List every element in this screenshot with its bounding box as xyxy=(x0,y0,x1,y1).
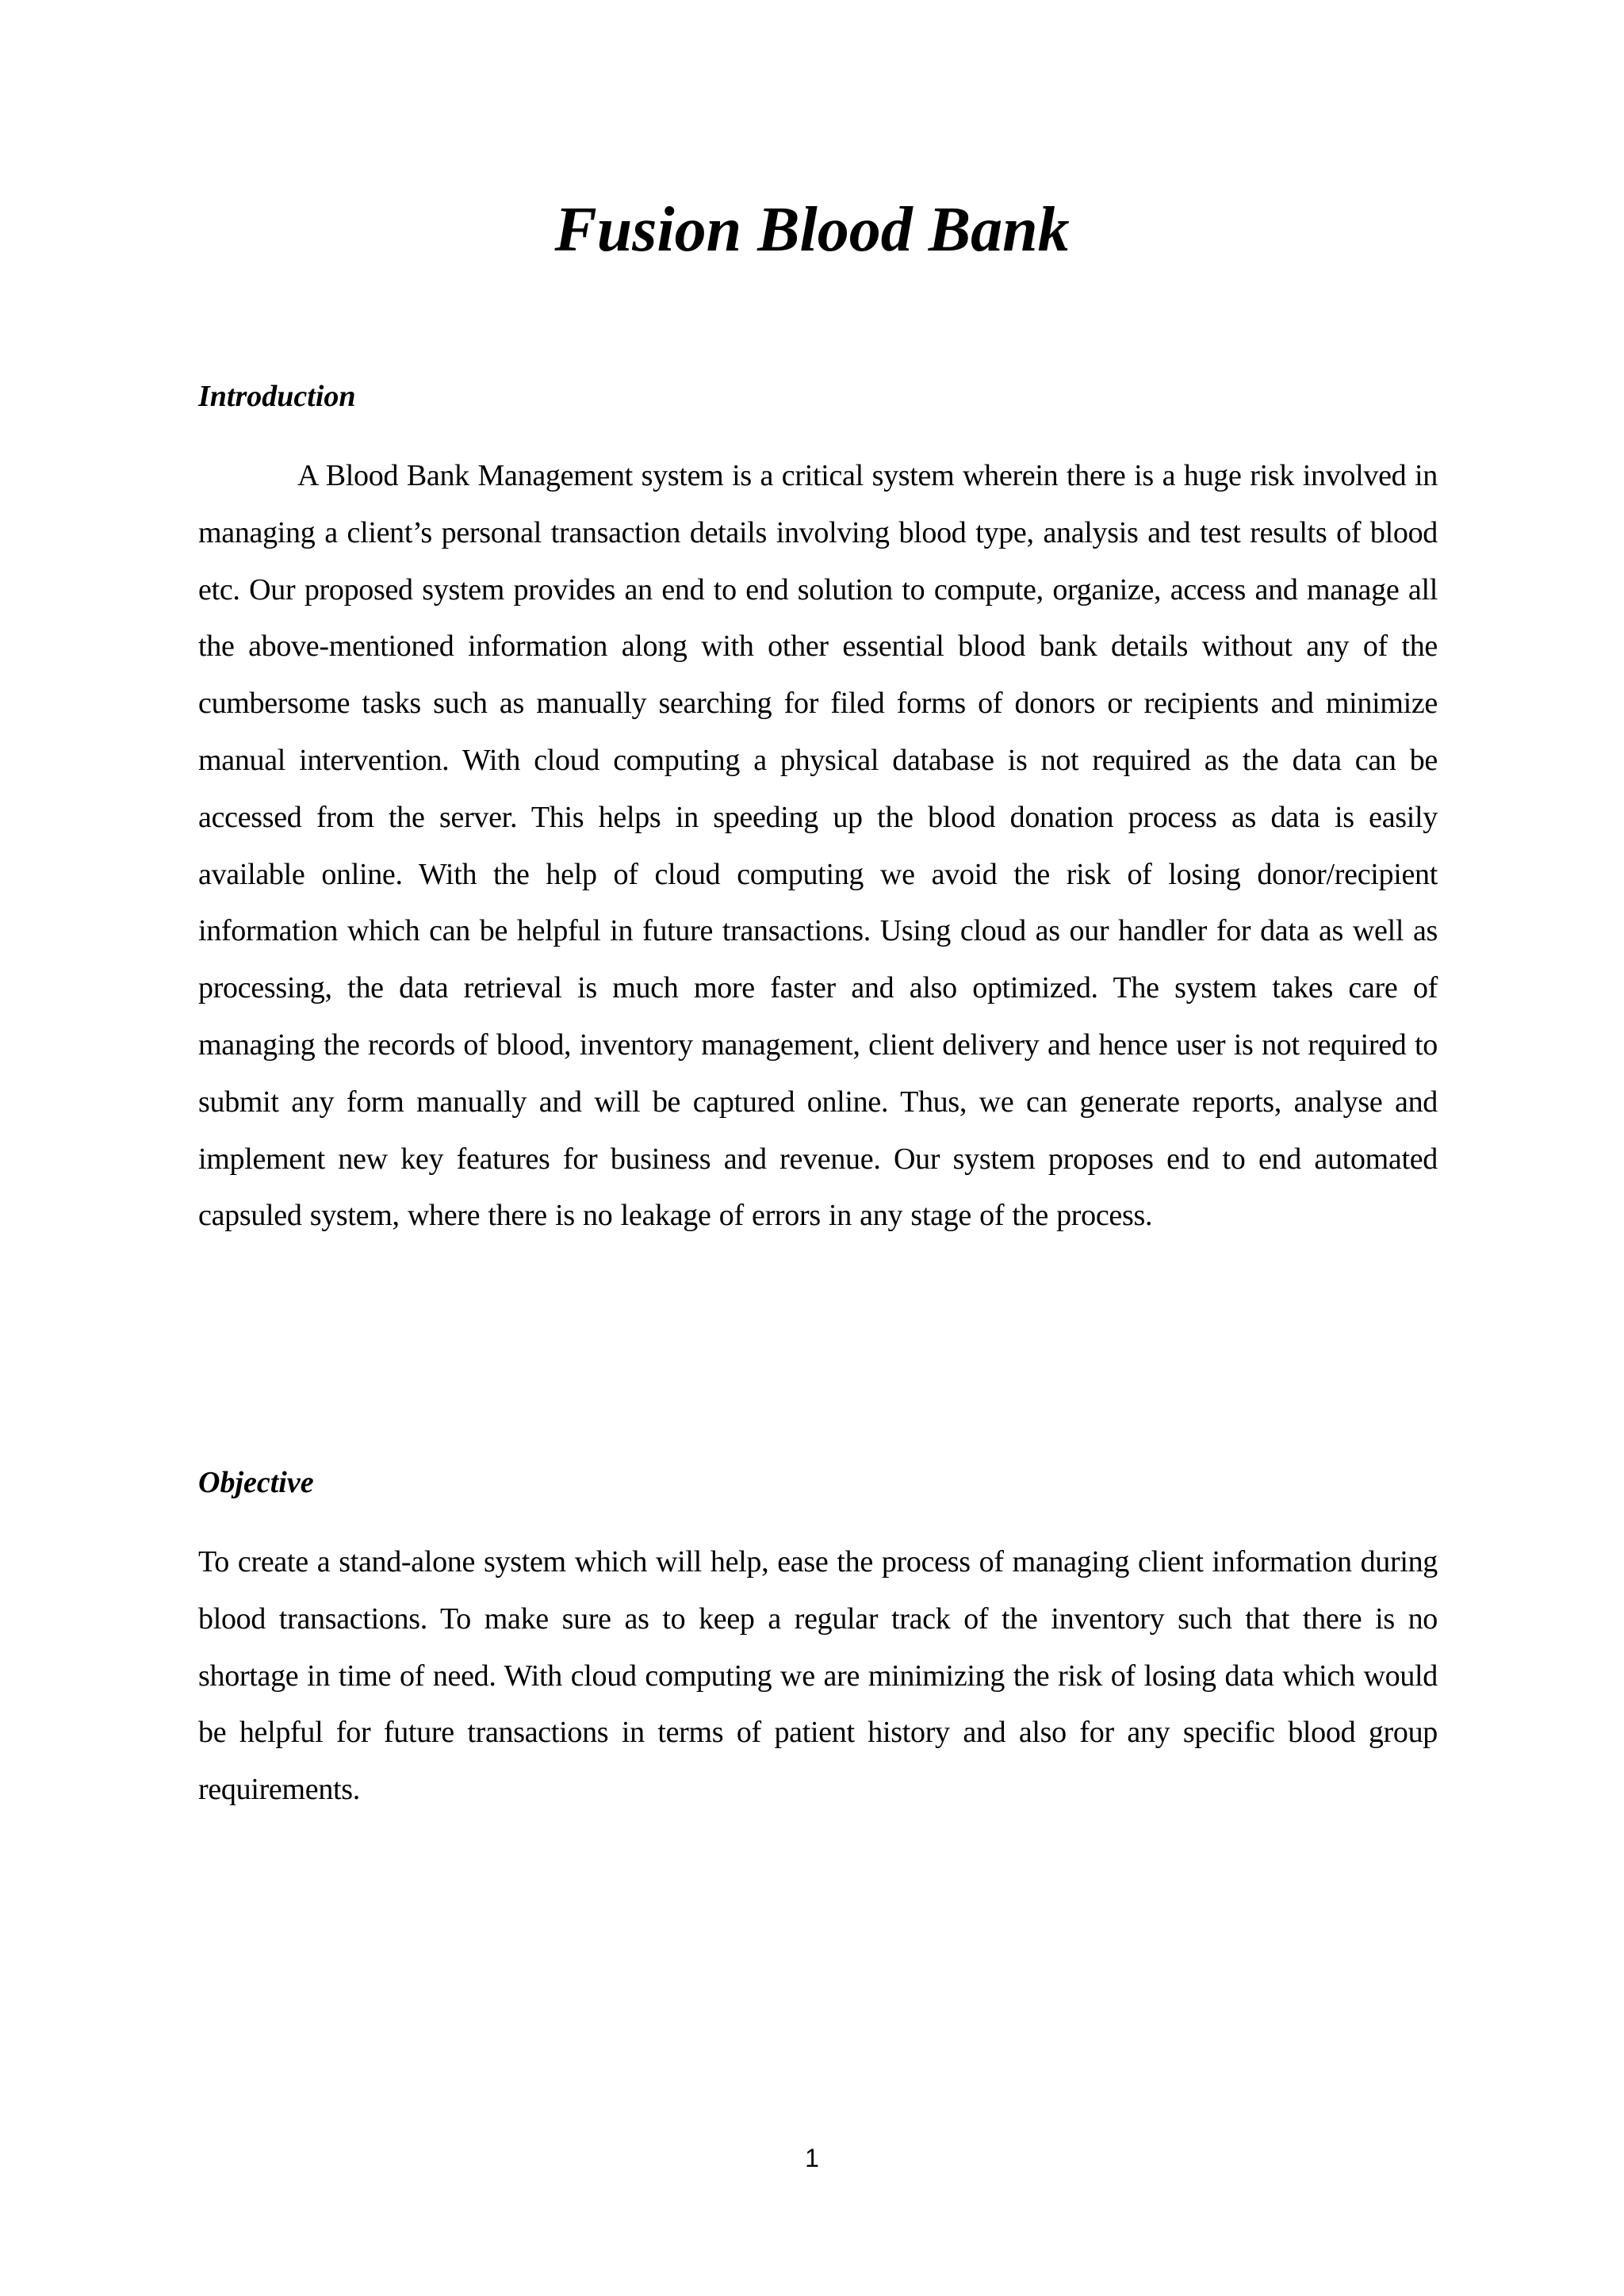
page-number: 1 xyxy=(805,2144,819,2172)
document-title: Fusion Blood Bank xyxy=(554,195,1070,265)
section-heading-objective: Objective xyxy=(198,1466,314,1499)
section-heading-introduction: Introduction xyxy=(198,380,356,413)
objective-paragraph: To create a stand-alone system which will help, ease the process of managing client information during blood transactions. To make sure as to keep a regular track of the inventory such that there is no shortage in time of need. With cloud computing we are minimizing the risk of losing data which would be helpful for future transactions in terms of patient history and also for any specific blood group requirements. xyxy=(198,1545,1438,1807)
introduction-paragraph: A Blood Bank Management system is a critical system wherein there is a huge risk involved in managing a client’s personal transaction details involving blood type, analysis and test results of blood etc. Our proposed system provides an end to end solution to compute, organize, access and manage all the above-mentioned information along with other essential blood bank details without any of the cumbersome tasks such as manually searching for filed forms of donors or recipients and minimize manual intervention. With cloud computing a physical database is not required as the data can be accessed from the server. This helps in speeding up the blood donation process as data is easily available online. With the help of cloud computing we avoid the risk of losing donor/recipient information which can be helpful in future transactions. Using cloud as our handler for data as well as processing, the data retrieval is much more faster and also optimized. The system takes care of managing the records of blood, inventory management, client delivery and hence user is not required to submit any form manually and will be captured online. Thus, we can generate reports, analyse and implement new key features for business and revenue. Our system proposes end to end automated capsuled system, where there is no leakage of errors in any stage of the process. xyxy=(198,459,1438,1233)
